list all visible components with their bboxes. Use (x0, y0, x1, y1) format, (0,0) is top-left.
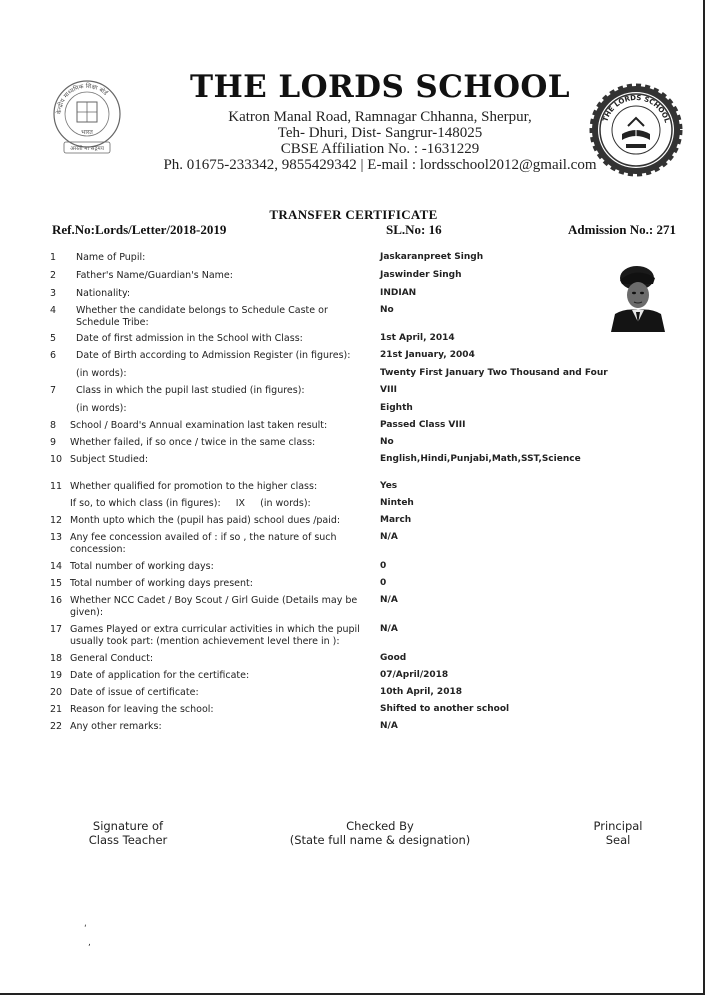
row-value: N/A (380, 721, 398, 731)
row-value: 0 (380, 561, 387, 571)
row-label: Any other remarks: (70, 721, 162, 732)
row-label: Nationality: (76, 288, 131, 299)
serial-number: SL.No: 16 (386, 222, 442, 237)
row-number: 15 (50, 578, 63, 589)
row-label: Total number of working days: (70, 561, 214, 572)
row-label: Date of application for the certificate: (70, 670, 250, 681)
row-value: Yes (380, 481, 398, 491)
checked-by-line1: Checked By (346, 819, 414, 833)
row-number: 5 (50, 333, 57, 344)
certificate-title: TRANSFER CERTIFICATE (269, 207, 438, 222)
row-label: (in words): (76, 403, 127, 414)
row-number: 14 (50, 561, 63, 572)
reference-number: Ref.No:Lords/Letter/2018-2019 (52, 222, 227, 237)
row-number: 6 (50, 350, 57, 361)
school-name: THE LORDS SCHOOL (190, 69, 570, 105)
row-label: Name of Pupil: (76, 252, 146, 263)
row-number: 19 (50, 670, 63, 681)
row-value: No (380, 437, 394, 447)
row-number: 20 (50, 687, 63, 698)
signature-label-line1: Signature of (92, 819, 164, 833)
row-value: 1st April, 2014 (380, 333, 455, 343)
row-number: 10 (50, 454, 63, 465)
principal-seal (583, 819, 653, 847)
signature-label-line2: Class Teacher (88, 833, 168, 847)
row-number: 22 (50, 721, 63, 732)
scan-speck: ‘ (84, 924, 87, 934)
admission-number: Admission No.: 271 (568, 222, 676, 237)
row-value: Twenty First January Two Thousand and Four (380, 368, 608, 378)
row-value: English,Hindi,Punjabi,Math,SST,Science (380, 454, 581, 464)
emblem-sub-text: भारत (81, 129, 93, 136)
class-teacher-signature (80, 819, 176, 847)
row-label: If so, to which class (in figures): IX (in words): (70, 498, 311, 509)
row-value: 07/April/2018 (380, 670, 449, 680)
emblem-motto-text: असतो मा सद्गमय (70, 146, 104, 152)
principal-line1: Principal (593, 819, 643, 833)
row-value: Shifted to another school (380, 704, 510, 714)
row-value: Eighth (380, 403, 413, 413)
row-label: Father's Name/Guardian's Name: (76, 270, 233, 281)
row-label: Whether the candidate belongs to Schedule Caste or Schedule Tribe: (76, 305, 328, 328)
row-label: School / Board's Annual examination last taken result: (70, 420, 328, 431)
affiliation-line: CBSE Affiliation No. : -1631229 (280, 141, 480, 157)
row-label: Whether NCC Cadet / Boy Scout / Girl Guide (Details may be given): (70, 595, 358, 618)
student-photo (603, 262, 673, 332)
row-value: INDIAN (380, 288, 417, 298)
row-value: 21st January, 2004 (380, 350, 475, 360)
row-label: General Conduct: (70, 653, 154, 664)
row-number: 13 (50, 532, 63, 543)
row-label: Date of first admission in the School with Class: (76, 333, 303, 344)
checked-by-line2: (State full name & designation) (289, 833, 471, 847)
row-number: 11 (50, 481, 63, 492)
row-number: 9 (50, 437, 57, 448)
address-line-2: Teh- Dhuri, Dist- Sangrur-148025 (277, 125, 483, 141)
row-value: Passed Class VIII (380, 420, 466, 430)
row-label: (in words): (76, 368, 127, 379)
row-label: Subject Studied: (70, 454, 149, 465)
row-label: Month upto which the (pupil has paid) school dues /paid: (70, 515, 341, 526)
row-value: N/A (380, 624, 398, 634)
contact-line: Ph. 01675-233342, 9855429342 | E-mail : lordsschool2012@gmail.com (163, 157, 597, 173)
row-number: 7 (50, 385, 57, 396)
row-number: 2 (50, 270, 57, 281)
row-label: Reason for leaving the school: (70, 704, 214, 715)
row-number: 4 (50, 305, 57, 316)
row-value: N/A (380, 532, 398, 542)
row-label: Whether qualified for promotion to the higher class: (70, 481, 318, 492)
row-number: 1 (50, 252, 57, 263)
row-label: Date of Birth according to Admission Register (in figures): (76, 350, 351, 361)
row-value: Ninteh (380, 498, 414, 508)
row-label: Games Played or extra curricular activities in which the pupil usually took part: (mention achievement level there in ): (70, 624, 360, 647)
row-number: 3 (50, 288, 57, 299)
row-label: Date of issue of certificate: (70, 687, 199, 698)
row-value: March (380, 515, 412, 525)
row-label: Any fee concession availed of : if so , the nature of such concession: (70, 532, 337, 555)
row-number: 16 (50, 595, 63, 606)
row-value: No (380, 305, 394, 315)
emblem-arc-text: केन्द्रीय माध्यमिक शिक्षा बोर्ड (55, 82, 109, 115)
row-value: Good (380, 653, 407, 663)
address-line-1: Katron Manal Road, Ramnagar Chhanna, Sherpur, (228, 109, 532, 125)
row-value: 0 (380, 578, 387, 588)
row-number: 17 (50, 624, 63, 635)
row-number: 8 (50, 420, 57, 431)
row-value: Jaswinder Singh (380, 270, 462, 280)
row-value: Jaskaranpreet Singh (380, 252, 484, 262)
row-label: Whether failed, if so once / twice in the same class: (70, 437, 316, 448)
row-number: 18 (50, 653, 63, 664)
row-number: 21 (50, 704, 63, 715)
checked-by-signature (285, 819, 475, 847)
row-number: 12 (50, 515, 63, 526)
row-value: N/A (380, 595, 398, 605)
logo-arc-text: THE LORDS SCHOOL (601, 93, 672, 124)
cbse-emblem-icon (52, 78, 122, 156)
row-label: Total number of working days present: (70, 578, 253, 589)
row-value: 10th April, 2018 (380, 687, 462, 697)
row-value: VIII (380, 385, 398, 395)
row-label: Class in which the pupil last studied (in figures): (76, 385, 305, 396)
scan-speck: , (88, 938, 91, 948)
principal-line2: Seal (605, 833, 631, 847)
